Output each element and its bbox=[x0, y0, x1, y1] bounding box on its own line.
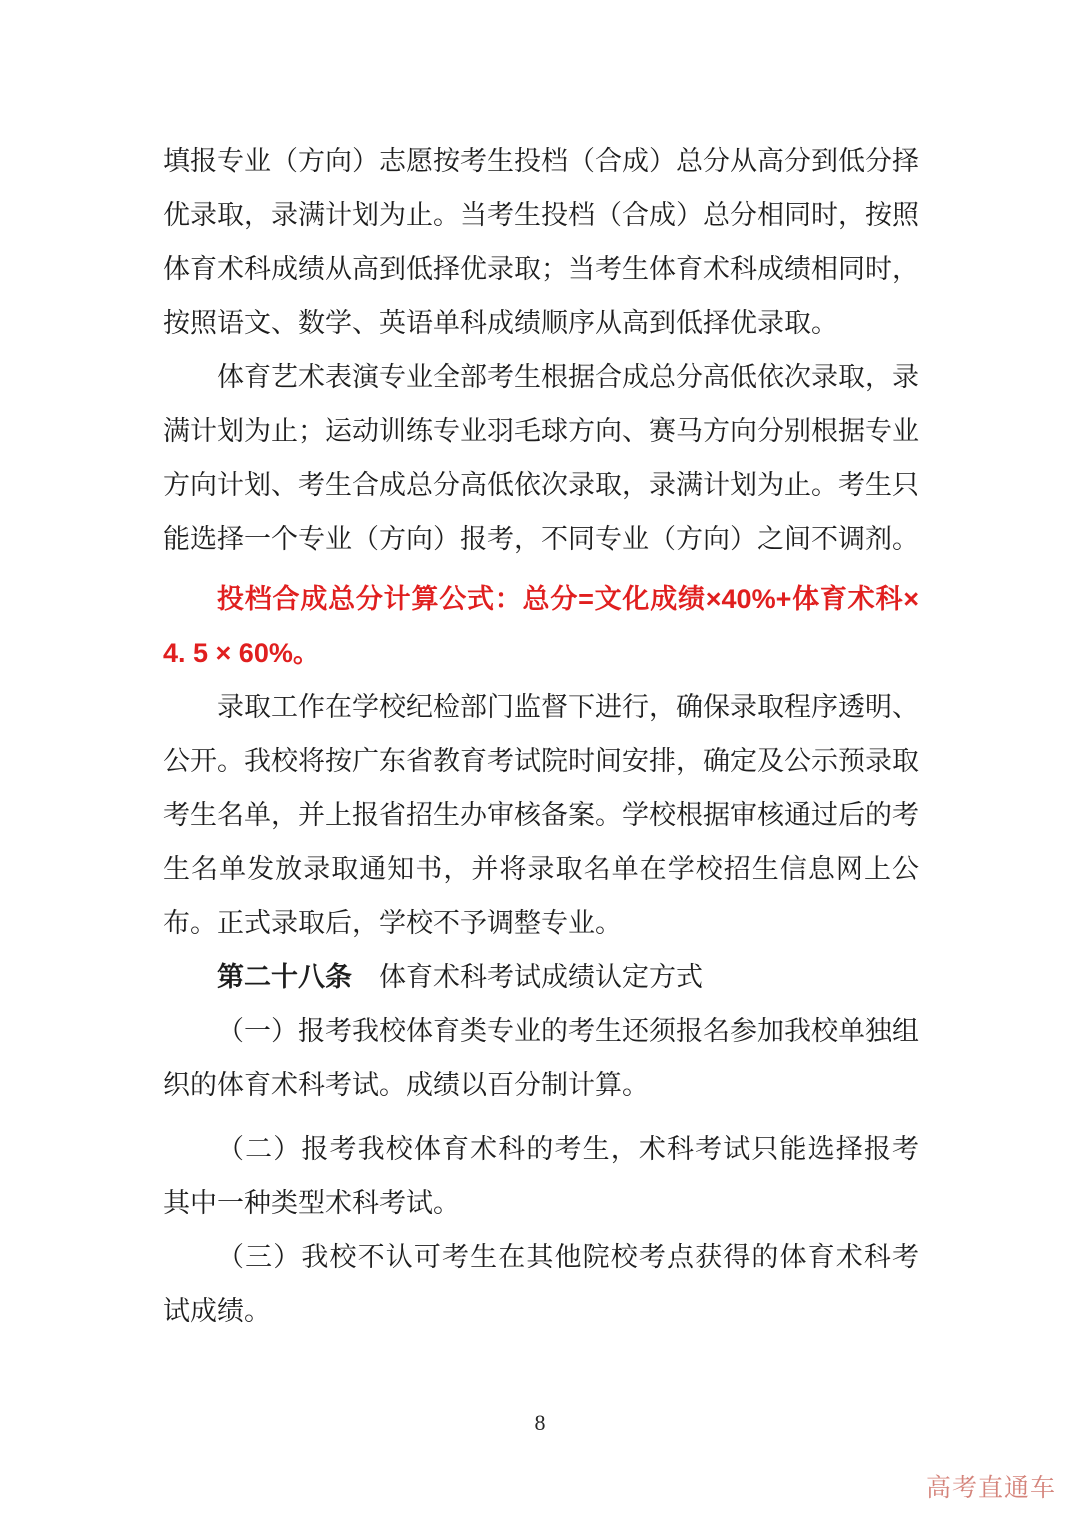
text-line: 4. 5 × 60%。 bbox=[163, 638, 320, 668]
text-line: 体育术科成绩从高到低择优录取；当考生体育术科成绩相同时， bbox=[163, 254, 919, 284]
text-line: 试成绩。 bbox=[163, 1296, 271, 1326]
text-line: 填报专业（方向）志愿按考生投档（合成）总分从高分到低分择 bbox=[163, 146, 919, 176]
text-line: 织的体育术科考试。成绩以百分制计算。 bbox=[163, 1070, 649, 1100]
text-line: 布。正式录取后，学校不予调整专业。 bbox=[163, 908, 622, 938]
paragraph bbox=[163, 572, 919, 680]
paragraph bbox=[163, 350, 919, 566]
page-number: 8 bbox=[534, 1410, 546, 1435]
text-line: 录取工作在学校纪检部门监督下进行，确保录取程序透明、 bbox=[217, 692, 919, 722]
text-line: 优录取，录满计划为止。当考生投档（合成）总分相同时，按照 bbox=[163, 200, 919, 230]
paragraph bbox=[163, 1230, 919, 1338]
text-line: （一）报考我校体育类专业的考生还须报名参加我校单独组 bbox=[217, 1016, 919, 1046]
text-line: 方向计划、考生合成总分高低依次录取，录满计划为止。考生只 bbox=[163, 470, 919, 500]
text-line: （二）报考我校体育术科的考生，术科考试只能选择报考 bbox=[217, 1134, 919, 1164]
text-line: 生名单发放录取通知书，并将录取名单在学校招生信息网上公 bbox=[163, 854, 919, 884]
text-line: 体育艺术表演专业全部考生根据合成总分高低依次录取，录 bbox=[217, 362, 919, 392]
document-body bbox=[163, 134, 919, 1338]
text-line: （三）我校不认可考生在其他院校考点获得的体育术科考 bbox=[217, 1242, 919, 1272]
article-heading bbox=[163, 950, 919, 1004]
text-line: 投档合成总分计算公式：总分=文化成绩×40%+体育术科× bbox=[217, 584, 919, 614]
article-number: 第二十八条 bbox=[217, 962, 352, 992]
text-line: 其中一种类型术科考试。 bbox=[163, 1188, 460, 1218]
text-line: 考生名单，并上报省招生办审核备案。学校根据审核通过后的考 bbox=[163, 800, 919, 830]
article-title: 体育术科考试成绩认定方式 bbox=[379, 962, 703, 992]
text-line: 能选择一个专业（方向）报考，不同专业（方向）之间不调剂。 bbox=[163, 524, 919, 554]
paragraph bbox=[163, 1004, 919, 1112]
paragraph bbox=[163, 1122, 919, 1230]
watermark-text: 高考直通车 bbox=[925, 1474, 1056, 1502]
text-line: 按照语文、数学、英语单科成绩顺序从高到低择优录取。 bbox=[163, 308, 838, 338]
text-line bbox=[163, 950, 919, 1004]
text-line: 公开。我校将按广东省教育考试院时间安排，确定及公示预录取 bbox=[163, 746, 919, 776]
paragraph bbox=[163, 134, 919, 350]
text-line: 满计划为止；运动训练专业羽毛球方向、赛马方向分别根据专业 bbox=[163, 416, 919, 446]
paragraph bbox=[163, 680, 919, 950]
